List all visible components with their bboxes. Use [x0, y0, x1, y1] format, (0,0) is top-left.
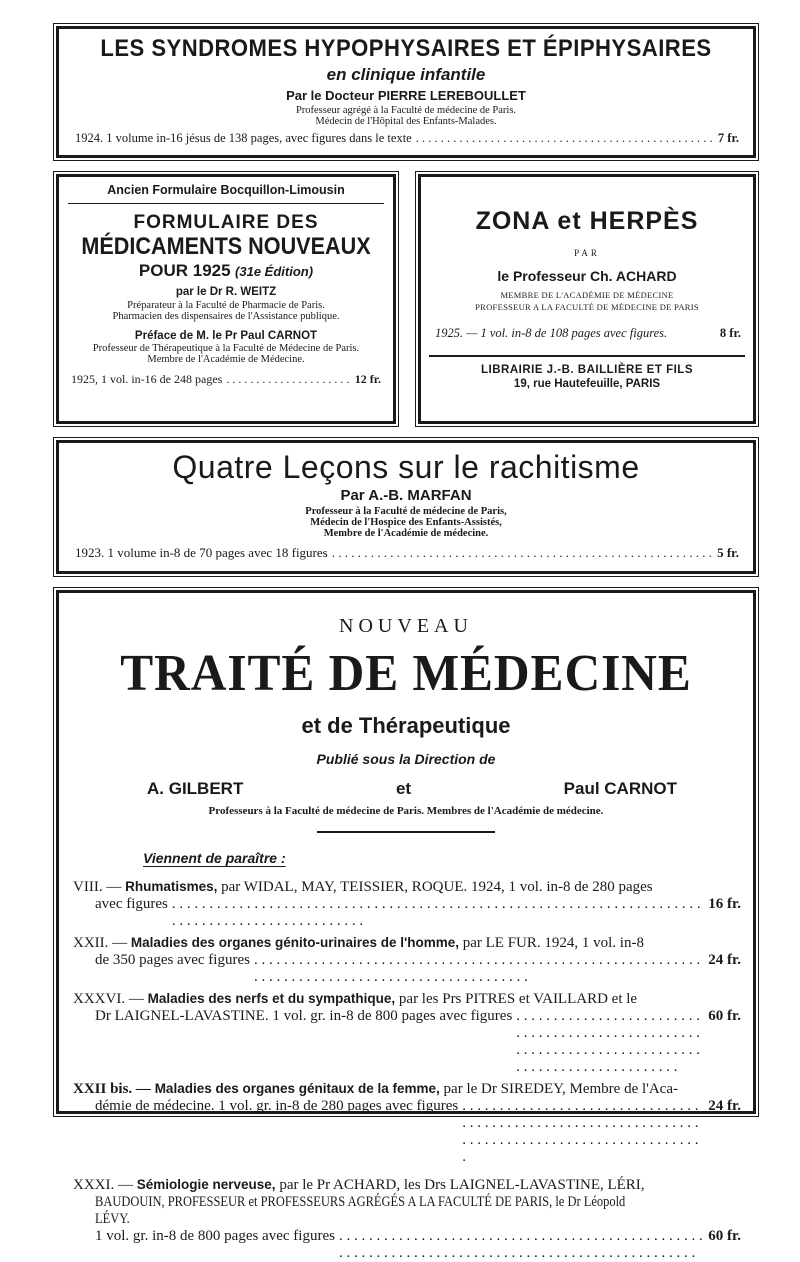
entry-price: 16 fr.	[708, 896, 741, 912]
ad-role: Membre de l'Académie de médecine.	[323, 528, 489, 539]
ad-details: 1925, 1 vol. in-16 de 248 pages	[71, 372, 223, 386]
recent-heading: Viennent de paraître :	[143, 850, 286, 866]
entry-title: Rhumatismes,	[125, 879, 218, 894]
ad-details-row	[75, 131, 739, 146]
ad-details: 1924. 1 volume in-16 jésus de 138 pages, avec figures dans le texte	[75, 131, 412, 145]
editor-carnot: Paul CARNOT	[563, 779, 677, 798]
ad-title: ZONA et HERPÈS	[475, 207, 699, 235]
leader-dots	[226, 372, 350, 387]
editor-and: et	[395, 779, 412, 798]
ad-header: Ancien Formulaire Bocquillon-Limousin	[107, 183, 345, 197]
ad-zona	[418, 174, 756, 424]
leader-dots	[416, 131, 714, 146]
ad-traite	[56, 590, 756, 1244]
entry-number: XXXVI. —	[73, 991, 144, 1007]
entry-price: 24 fr.	[708, 1098, 741, 1114]
ad-details-row	[435, 326, 741, 341]
entries-list	[73, 878, 741, 1262]
leader-dots	[332, 545, 713, 561]
list-item	[73, 1080, 741, 1166]
traite-editors-role: Professeurs à la Faculté de médecine de Paris. Membres de l'Académie de médecine.	[208, 805, 604, 817]
leader-dots	[339, 1228, 704, 1262]
ad-par: PAR	[574, 248, 600, 258]
ad-subtitle: en clinique infantile	[326, 65, 486, 84]
ad-author: Par A.-B. MARFAN	[340, 487, 472, 504]
ad-price: 8 fr.	[719, 326, 741, 340]
ad-role: PROFESSEUR A LA FACULTÉ DE MÉDECINE DE PARIS	[475, 302, 699, 312]
ad-author: Par le Docteur PIERRE LEREBOULLET	[286, 88, 526, 103]
list-item	[73, 990, 741, 1076]
ad-details: 1925. — 1 vol. in-8 de 108 pages avec figures.	[435, 326, 668, 340]
ad-publisher: LIBRAIRIE J.-B. BAILLIÈRE ET FILS	[480, 364, 693, 376]
ad-price: 7 fr.	[717, 131, 739, 145]
entry-text: BAUDOUIN, PROFESSEUR et PROFESSEURS AGRÉGÉS A LA FACULTÉ DE PARIS, le Dr Léopold LÉVY.	[95, 1194, 626, 1227]
ad-role: Professeur de Thérapeutique à la Faculté de Médecine de Paris.	[92, 343, 360, 354]
entry-title: Maladies des organes génitaux de la femme,	[154, 1081, 440, 1096]
entry-text: par les Prs PITRES et VAILLARD et le	[398, 991, 638, 1007]
entry-number: XXII. —	[73, 935, 128, 951]
traite-editors	[147, 779, 677, 799]
editor-gilbert: A. GILBERT	[147, 779, 244, 798]
traite-nouveau: NOUVEAU	[339, 615, 473, 637]
traite-title: TRAITÉ DE MÉDECINE	[120, 645, 692, 702]
traite-subtitle: et de Thérapeutique	[301, 713, 511, 738]
ad-price: 5 fr.	[717, 545, 739, 560]
entry-number: VIII. —	[73, 879, 122, 895]
entry-text: de 350 pages avec figures	[95, 952, 250, 968]
ad-rachitisme	[56, 440, 756, 574]
ad-role: Professeur à la Faculté de médecine de Paris,	[305, 506, 507, 517]
list-item	[73, 878, 741, 930]
ad-role: Membre de l'Académie de Médecine.	[147, 354, 305, 365]
divider	[68, 203, 384, 204]
ad-role: Pharmacien des dispensaires de l'Assistance publique.	[112, 311, 340, 322]
entry-title: Maladies des organes génito-urinaires de l'homme,	[130, 935, 459, 950]
entry-number: XXXI. —	[73, 1177, 133, 1193]
ad-role: Médecin de l'Hospice des Enfants-Assistés,	[310, 517, 502, 528]
list-item	[73, 934, 741, 986]
ad-title: FORMULAIRE DES	[133, 212, 319, 233]
entry-text: Dr LAIGNEL-LAVASTINE. 1 vol. gr. in-8 de 800 pages avec figures	[95, 1008, 513, 1024]
ad-edition: (31e Édition)	[235, 264, 314, 279]
entry-number: XXII bis. —	[73, 1081, 151, 1097]
entry-price: 60 fr.	[708, 1008, 741, 1024]
ad-title: LES SYNDROMES HYPOPHYSAIRES ET ÉPIPHYSAIRES	[100, 35, 712, 62]
ad-title-year: POUR 1925	[138, 261, 231, 280]
ad-author: par le Dr R. WEITZ	[175, 286, 277, 298]
ad-author: le Professeur Ch. ACHARD	[497, 268, 677, 284]
entry-text: par le Pr ACHARD, les Drs LAIGNEL-LAVASTINE, LÉRI,	[279, 1177, 645, 1193]
leader-dots	[172, 896, 704, 930]
ad-price: 12 fr.	[354, 372, 381, 386]
entry-price: 60 fr.	[708, 1228, 741, 1244]
entry-text: 1 vol. gr. in-8 de 800 pages avec figures	[95, 1228, 335, 1244]
entry-text: par le Dr SIREDEY, Membre de l'Aca-	[443, 1081, 678, 1097]
traite-direction: Publié sous la Direction de	[316, 751, 496, 767]
ad-details-row	[71, 372, 381, 387]
ad-title: Quatre Leçons sur le rachitisme	[172, 449, 640, 485]
entry-title: Sémiologie nerveuse,	[136, 1177, 276, 1192]
divider	[429, 355, 745, 357]
ad-title-line	[59, 261, 393, 281]
ad-preface: Préface de M. le Pr Paul CARNOT	[134, 330, 318, 342]
ad-details: 1923. 1 volume in-8 de 70 pages avec 18 figures	[75, 545, 328, 560]
ad-title: MÉDICAMENTS NOUVEAUX	[81, 233, 371, 260]
entry-text: par LE FUR. 1924, 1 vol. in-8	[462, 935, 644, 951]
leader-dots	[462, 1098, 704, 1166]
ad-details-row	[75, 545, 739, 561]
leader-dots	[516, 1008, 704, 1076]
ad-lereboullet	[56, 26, 756, 158]
entry-title: Maladies des nerfs et du sympathique,	[147, 991, 396, 1006]
divider	[317, 831, 495, 833]
leader-dots	[254, 952, 704, 986]
ad-role: Médecin de l'Hôpital des Enfants-Malades.	[315, 116, 497, 127]
ad-role: Professeur agrégé à la Faculté de médecine de Paris.	[295, 105, 517, 116]
ad-role: Préparateur à la Faculté de Pharmacie de Paris.	[127, 300, 325, 311]
entry-text: par WIDAL, MAY, TEISSIER, ROQUE. 1924, 1 vol. in-8 de 280 pages	[221, 879, 653, 895]
entry-text: avec figures	[95, 896, 168, 912]
ad-formulaire	[56, 174, 396, 424]
entry-price: 24 fr.	[708, 952, 741, 968]
entry-text: démie de médecine. 1 vol. gr. in-8 de 280 pages avec figures	[95, 1098, 459, 1114]
ad-role: MEMBRE DE L'ACADÉMIE DE MÉDECINE	[500, 290, 674, 300]
ad-address: 19, rue Hautefeuille, PARIS	[513, 378, 661, 390]
list-item	[73, 1176, 741, 1262]
